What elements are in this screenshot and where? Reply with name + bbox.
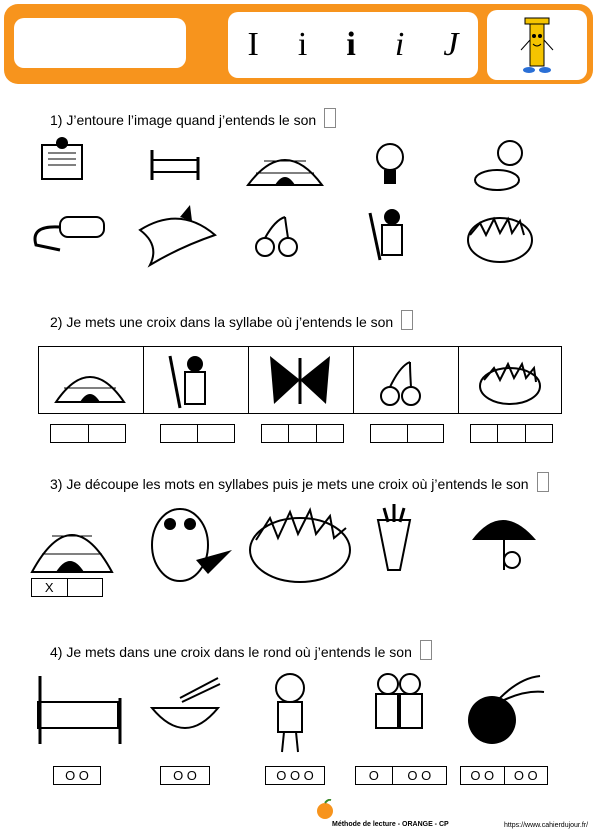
header-banner [4,4,593,84]
beet-icon [468,676,544,744]
letters-box [228,12,478,78]
syllable-boxes [50,424,126,443]
lightbulb-icon [377,144,403,184]
exercise-1-instruction: 1) J’entoure l’image quand j’entends le son [50,108,336,128]
letter-mascot-icon [487,10,587,80]
syllable-box[interactable] [316,425,343,442]
cherries-icon [381,362,420,405]
syllable-boxes [265,766,325,785]
syllable-boxes [160,424,235,443]
crying-child-icon [475,141,522,190]
exercise-4-images [0,668,597,758]
syllable-box[interactable] [471,425,497,442]
syllable-boxes [31,578,103,597]
hedgehog-icon [480,364,540,404]
owl-icon [152,509,232,581]
vacuum-icon [35,217,104,250]
hedgehog-icon [468,218,532,262]
umbrella-icon [472,520,536,570]
sound-mascot-icon [537,472,549,492]
noodle-bowl-icon [152,678,220,728]
igloo-icon [32,535,112,572]
syllable-boxes [460,766,548,785]
ninja-icon [370,209,402,260]
sound-mascot-icon [324,108,336,128]
syllable-boxes [261,424,344,443]
syllable-boxes [470,424,553,443]
exercise-3-images [0,500,597,590]
syllable-boxes [355,766,447,785]
syllable-box[interactable]: O O O [276,768,314,783]
hedgehog-icon [250,510,350,582]
laughing-boy-icon [276,674,304,752]
letter-lower-print: i [297,26,308,63]
syllable-box[interactable] [525,425,552,442]
sound-mascot-icon [420,640,432,660]
orange-mascot-icon [316,799,334,821]
exercise-4-instruction: 4) Je mets dans une croix dans le rond où j’entends le son [50,640,432,660]
syllable-boxes [53,766,101,785]
letter-lower-bold: i [346,26,356,63]
syllable-box[interactable] [161,425,197,442]
newspaper-icon [42,137,82,179]
syllable-box[interactable]: O O [65,768,89,783]
igloo-icon [248,160,322,185]
syllable-box[interactable] [51,425,88,442]
mascot-box [487,10,587,80]
syllable-box[interactable]: X [44,580,54,595]
butterfly-icon [270,356,330,404]
sound-mascot-icon [401,310,413,330]
ninja-icon [170,356,205,408]
syllable-box[interactable] [262,425,288,442]
syllable-box[interactable] [288,425,315,442]
syllable-box[interactable] [497,425,524,442]
syllable-box[interactable] [67,579,103,596]
fries-icon [378,504,410,570]
shark-icon [140,205,215,265]
exercise-1-images [0,135,597,270]
bed-icon [38,676,120,744]
syllable-box[interactable]: O O [392,767,446,784]
footer-title: Méthode de lecture - ORANGE - CP [332,821,449,828]
syllable-box[interactable] [197,425,234,442]
syllable-box[interactable]: O O [504,767,548,784]
two-boys-icon [376,674,422,728]
exercise-2-images [38,346,562,414]
igloo-icon [56,377,124,402]
syllable-boxes [370,424,444,443]
cherries-icon [256,217,297,256]
syllable-box[interactable]: O [368,768,379,783]
exercise-2-instruction: 2) Je mets une croix dans la syllabe où j’entends le son [50,310,413,330]
syllable-box[interactable] [88,425,126,442]
letter-upper-cursive: J [443,26,459,63]
name-box [14,18,186,68]
syllable-box[interactable] [407,425,444,442]
syllable-box[interactable] [371,425,407,442]
syllable-boxes [160,766,210,785]
bed-icon [152,150,198,180]
exercise-3-instruction: 3) Je découpe les mots en syllabes puis je mets une croix où j’entends le son [50,472,549,492]
letter-lower-cursive: i [394,26,405,63]
syllable-box[interactable]: O O [173,768,197,783]
footer-url[interactable]: https://www.cahierdujour.fr/ [504,822,589,829]
letter-upper-print: I [247,26,259,63]
syllable-box[interactable]: O O [470,768,495,783]
